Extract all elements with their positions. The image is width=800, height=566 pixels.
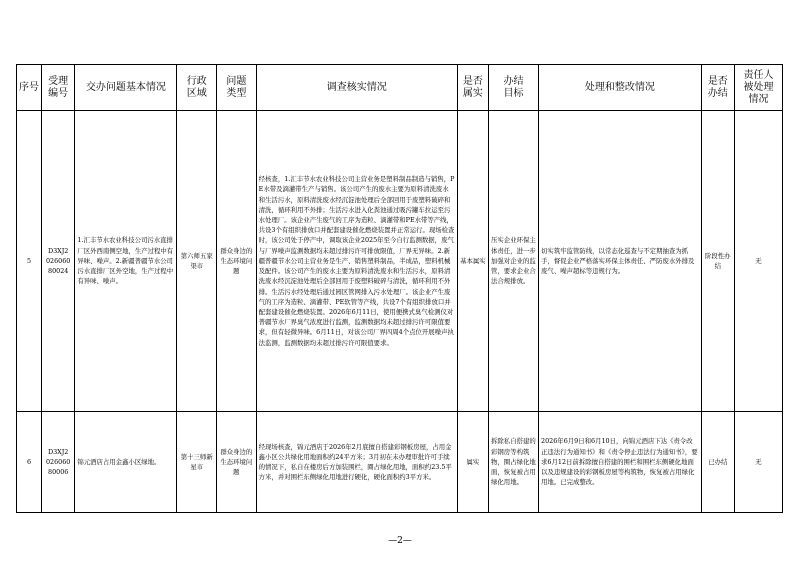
- header-id: 受理 编号: [42, 65, 75, 111]
- header-region: 行政 区域: [177, 65, 217, 111]
- cell-handling: 2026年6月9日和6月10日，向锦元酒店下达《责令改正违法行为通知书》和《责令停止违法行为通知书》，要求6月12日前拆除擅自搭建的围栏和围栏东侧硬化地面以及违规建设的彩钢板房屋等构筑物，恢复被占用绿化用地。已完成整改。: [539, 412, 702, 513]
- cell-issue: 1.汇丰节水农业科技公司污水直排厂区外西南侧空地，生产过程中有异味、噪声。2.新疆普疆节水公司污水直排厂区外空地，生产过程中有异味、噪声。: [75, 111, 177, 412]
- cell-id: D3XJ2 026060 80024: [42, 111, 75, 412]
- cell-true: 属实: [457, 412, 488, 513]
- header-punish: 责任人 被处理 情况: [734, 65, 782, 111]
- header-handling: 处理和整改情况: [539, 65, 702, 111]
- cell-region: 第六师五家渠市: [177, 111, 217, 412]
- cell-type: 群众身边的生态环境问题: [217, 111, 257, 412]
- cell-punish: 无: [734, 412, 782, 513]
- table-row: [17, 111, 783, 412]
- cell-investigation: 经现场核查，锦元酒店于2026年2月底擅自搭建彩钢板房屋，占用金鑫小区公共绿化用地面积约24平方米；3月初在未办理审批许可手续的情况下，私自在楼房后方加装围栏，圈占绿化用地，面积约23.5平方米，并对围栏东侧绿化用地进行硬化，硬化面积约3平方米。: [256, 412, 457, 513]
- header-row: [17, 65, 783, 111]
- cell-handling: 切实筑牢监管防线，以常态化巡查与不定期抽查为抓手，督促企业严格落实环保主体责任、严防废水外排及废气、噪声超标等违规行为。: [539, 111, 702, 412]
- header-seq: 序号: [17, 65, 42, 111]
- cell-type: 群众身边的生态环境问题: [217, 412, 257, 513]
- cell-investigation: 经核查，1.汇丰节水农业科技公司主营业务是塑料制品制造与销售，PE水带及滴灌带生产与销售。该公司产生的废水主要为原料清洗废水和生活污水，原料清洗废水经沉淀池处理后全部回用于废塑料破碎和清洗，循环利用不外排；生活污水进入化粪池通过吸污罐车拉运至污水处理厂。该企业产生废气的工序为造粒、滴灌带和PE水带等产线，共设3个有组织排放口并配套建设催化燃烧装置并正常运行。现场检查时，该公司处于停产中，调取该企业2025年至今自行监测数据，废气与厂界噪声监测数据均未超过排污许可排放限值，厂界无异味。2.新疆普疆节水公司主营业务是生产、销售塑料制品，半成品，塑料机械及配件。该公司产生的废水主要为原料清洗废水和生活污水，原料清洗废水经沉淀池处理后全部回用于废塑料破碎与清洗，循环利用不外排。生活污水经处理后通过园区管网排入污水处理厂。该企业产生废气的工序为造粒、滴灌带、PE软管等产线，共设7个有组织排放口并配套建设催化燃烧装置。2026年6月11日，使用便携式臭气检测仪对普疆节水厂界臭气浓度进行监测，监测数据均未超过排污许可限值要求，但有轻微异味。6月11日，对该公司厂界四周4个点位开展噪声执法监测，监测数据均未超过排污许可限值要求。: [256, 111, 457, 412]
- cell-true: 基本属实: [457, 111, 488, 412]
- cell-done: 已办结: [701, 412, 734, 513]
- cell-target: 压实企业环保主体责任，进一步加强对企业的监管，要求企业合法合规排放。: [489, 111, 539, 412]
- cell-done: 阶段性办结: [701, 111, 734, 412]
- table-row: [17, 412, 783, 513]
- case-table: [16, 64, 783, 513]
- header-target: 办结 目标: [489, 65, 539, 111]
- page-number: —2—: [388, 536, 412, 546]
- cell-region: 第十三师新星市: [177, 412, 217, 513]
- header-investigation: 调查核实情况: [256, 65, 457, 111]
- cell-target: 拆除私自搭建的彩钢房等构筑物，圈占绿化地面，恢复被占用绿化用地。: [489, 412, 539, 513]
- header-true: 是否 属实: [457, 65, 488, 111]
- cell-seq: 6: [17, 412, 42, 513]
- header-done: 是否 办结: [701, 65, 734, 111]
- cell-seq: 5: [17, 111, 42, 412]
- cell-id: D3XJ2 026060 80006: [42, 412, 75, 513]
- cell-issue: 锦元酒店占用金鑫小区绿地。: [75, 412, 177, 513]
- header-issue: 交办问题基本情况: [75, 65, 177, 111]
- cell-punish: 无: [734, 111, 782, 412]
- header-type: 问题 类型: [217, 65, 257, 111]
